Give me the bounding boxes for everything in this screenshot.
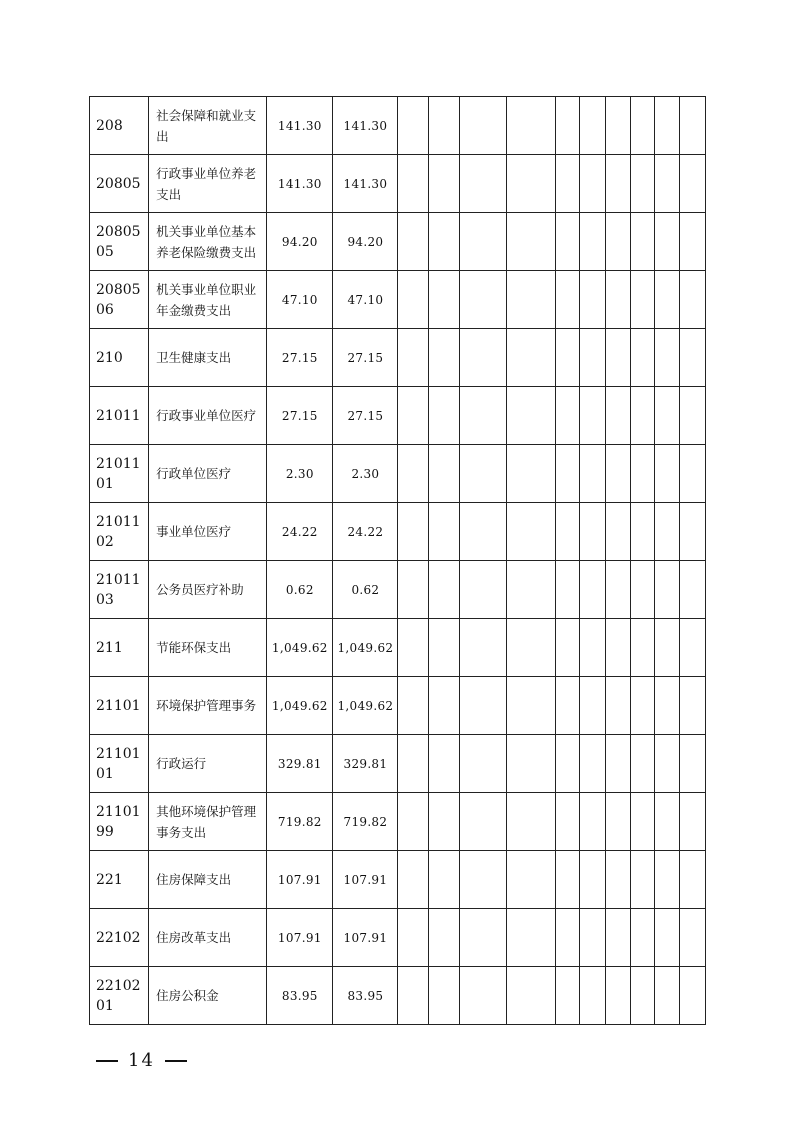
- empty-amount-cell: [630, 387, 654, 445]
- empty-amount-cell: [428, 97, 459, 155]
- subject-code-cell: 211: [90, 619, 149, 677]
- empty-amount-cell: [579, 503, 605, 561]
- empty-amount-cell: [679, 677, 705, 735]
- empty-amount-cell: [398, 793, 428, 851]
- empty-amount-cell: [506, 97, 555, 155]
- basic-amount-cell: 27.15: [333, 387, 398, 445]
- table-row: [90, 735, 706, 793]
- empty-amount-cell: [398, 561, 428, 619]
- empty-amount-cell: [605, 735, 630, 793]
- total-amount-cell: 141.30: [267, 155, 333, 213]
- empty-amount-cell: [428, 735, 459, 793]
- empty-amount-cell: [605, 909, 630, 967]
- basic-amount-cell: 47.10: [333, 271, 398, 329]
- total-amount-cell: 27.15: [267, 329, 333, 387]
- empty-amount-cell: [506, 735, 555, 793]
- subject-name-cell: 环境保护管理事务: [149, 677, 267, 735]
- total-amount-cell: 107.91: [267, 851, 333, 909]
- table-row: [90, 329, 706, 387]
- subject-name-cell: 其他环境保护管理事务支出: [149, 793, 267, 851]
- empty-amount-cell: [398, 851, 428, 909]
- empty-amount-cell: [459, 329, 506, 387]
- empty-amount-cell: [630, 97, 654, 155]
- empty-amount-cell: [605, 271, 630, 329]
- empty-amount-cell: [679, 909, 705, 967]
- basic-amount-cell: 141.30: [333, 97, 398, 155]
- empty-amount-cell: [428, 561, 459, 619]
- empty-amount-cell: [506, 619, 555, 677]
- empty-amount-cell: [506, 445, 555, 503]
- empty-amount-cell: [428, 213, 459, 271]
- empty-amount-cell: [579, 155, 605, 213]
- empty-amount-cell: [398, 735, 428, 793]
- empty-amount-cell: [506, 561, 555, 619]
- empty-amount-cell: [654, 155, 679, 213]
- empty-amount-cell: [579, 561, 605, 619]
- table-body: [90, 97, 706, 1025]
- empty-amount-cell: [398, 909, 428, 967]
- table-row: [90, 851, 706, 909]
- page-footer: [96, 1050, 187, 1071]
- empty-amount-cell: [579, 619, 605, 677]
- table-row: [90, 387, 706, 445]
- budget-expenditure-table: [89, 96, 706, 1025]
- subject-name-cell: 机关事业单位职业年金缴费支出: [149, 271, 267, 329]
- empty-amount-cell: [605, 329, 630, 387]
- empty-amount-cell: [605, 851, 630, 909]
- empty-amount-cell: [428, 619, 459, 677]
- empty-amount-cell: [459, 851, 506, 909]
- empty-amount-cell: [555, 387, 579, 445]
- basic-amount-cell: 107.91: [333, 851, 398, 909]
- empty-amount-cell: [428, 271, 459, 329]
- basic-amount-cell: 107.91: [333, 909, 398, 967]
- subject-name-cell: 机关事业单位基本养老保险缴费支出: [149, 213, 267, 271]
- empty-amount-cell: [654, 619, 679, 677]
- empty-amount-cell: [459, 909, 506, 967]
- empty-amount-cell: [579, 851, 605, 909]
- empty-amount-cell: [679, 561, 705, 619]
- empty-amount-cell: [630, 677, 654, 735]
- subject-name-cell: 公务员医疗补助: [149, 561, 267, 619]
- empty-amount-cell: [555, 851, 579, 909]
- basic-amount-cell: 329.81: [333, 735, 398, 793]
- subject-name-cell: 行政事业单位养老支出: [149, 155, 267, 213]
- empty-amount-cell: [459, 619, 506, 677]
- empty-amount-cell: [679, 213, 705, 271]
- empty-amount-cell: [605, 445, 630, 503]
- empty-amount-cell: [630, 735, 654, 793]
- empty-amount-cell: [679, 97, 705, 155]
- table-row: [90, 909, 706, 967]
- empty-amount-cell: [555, 967, 579, 1025]
- empty-amount-cell: [654, 387, 679, 445]
- empty-amount-cell: [428, 793, 459, 851]
- table-row: [90, 967, 706, 1025]
- empty-amount-cell: [459, 213, 506, 271]
- total-amount-cell: 329.81: [267, 735, 333, 793]
- subject-name-cell: 社会保障和就业支出: [149, 97, 267, 155]
- empty-amount-cell: [459, 967, 506, 1025]
- empty-amount-cell: [654, 445, 679, 503]
- empty-amount-cell: [679, 735, 705, 793]
- empty-amount-cell: [555, 445, 579, 503]
- empty-amount-cell: [579, 909, 605, 967]
- subject-code-cell: 2210201: [90, 967, 149, 1025]
- total-amount-cell: 719.82: [267, 793, 333, 851]
- basic-amount-cell: 1,049.62: [333, 677, 398, 735]
- total-amount-cell: 107.91: [267, 909, 333, 967]
- empty-amount-cell: [428, 387, 459, 445]
- empty-amount-cell: [506, 155, 555, 213]
- empty-amount-cell: [654, 967, 679, 1025]
- empty-amount-cell: [630, 329, 654, 387]
- basic-amount-cell: 1,049.62: [333, 619, 398, 677]
- empty-amount-cell: [579, 967, 605, 1025]
- empty-amount-cell: [579, 793, 605, 851]
- empty-amount-cell: [630, 851, 654, 909]
- empty-amount-cell: [398, 445, 428, 503]
- subject-code-cell: 2101101: [90, 445, 149, 503]
- empty-amount-cell: [630, 967, 654, 1025]
- empty-amount-cell: [506, 909, 555, 967]
- table-row: [90, 271, 706, 329]
- empty-amount-cell: [506, 851, 555, 909]
- empty-amount-cell: [506, 329, 555, 387]
- subject-code-cell: 2110199: [90, 793, 149, 851]
- empty-amount-cell: [605, 387, 630, 445]
- empty-amount-cell: [630, 445, 654, 503]
- empty-amount-cell: [679, 503, 705, 561]
- empty-amount-cell: [679, 271, 705, 329]
- empty-amount-cell: [398, 677, 428, 735]
- empty-amount-cell: [555, 561, 579, 619]
- empty-amount-cell: [679, 387, 705, 445]
- empty-amount-cell: [555, 271, 579, 329]
- empty-amount-cell: [579, 677, 605, 735]
- table-row: [90, 503, 706, 561]
- table-row: [90, 155, 706, 213]
- empty-amount-cell: [555, 155, 579, 213]
- table-row: [90, 445, 706, 503]
- empty-amount-cell: [605, 213, 630, 271]
- empty-amount-cell: [605, 503, 630, 561]
- empty-amount-cell: [605, 619, 630, 677]
- empty-amount-cell: [428, 155, 459, 213]
- total-amount-cell: 1,049.62: [267, 677, 333, 735]
- empty-amount-cell: [555, 213, 579, 271]
- table-row: [90, 213, 706, 271]
- empty-amount-cell: [579, 271, 605, 329]
- empty-amount-cell: [679, 793, 705, 851]
- empty-amount-cell: [654, 503, 679, 561]
- empty-amount-cell: [506, 213, 555, 271]
- empty-amount-cell: [630, 503, 654, 561]
- total-amount-cell: 83.95: [267, 967, 333, 1025]
- total-amount-cell: 27.15: [267, 387, 333, 445]
- subject-name-cell: 行政单位医疗: [149, 445, 267, 503]
- empty-amount-cell: [679, 155, 705, 213]
- empty-amount-cell: [654, 97, 679, 155]
- empty-amount-cell: [555, 619, 579, 677]
- basic-amount-cell: 83.95: [333, 967, 398, 1025]
- subject-code-cell: 208: [90, 97, 149, 155]
- empty-amount-cell: [579, 329, 605, 387]
- empty-amount-cell: [506, 387, 555, 445]
- empty-amount-cell: [605, 967, 630, 1025]
- empty-amount-cell: [398, 155, 428, 213]
- basic-amount-cell: 24.22: [333, 503, 398, 561]
- empty-amount-cell: [630, 619, 654, 677]
- subject-name-cell: 行政运行: [149, 735, 267, 793]
- table-row: [90, 561, 706, 619]
- subject-code-cell: 2101102: [90, 503, 149, 561]
- empty-amount-cell: [459, 155, 506, 213]
- empty-amount-cell: [459, 271, 506, 329]
- empty-amount-cell: [459, 387, 506, 445]
- empty-amount-cell: [506, 677, 555, 735]
- empty-amount-cell: [579, 213, 605, 271]
- empty-amount-cell: [630, 561, 654, 619]
- table-row: [90, 619, 706, 677]
- empty-amount-cell: [654, 909, 679, 967]
- page-number: 14: [128, 1050, 155, 1071]
- subject-code-cell: 21101: [90, 677, 149, 735]
- footer-dash-left: [96, 1060, 118, 1062]
- subject-code-cell: 2080505: [90, 213, 149, 271]
- empty-amount-cell: [555, 97, 579, 155]
- empty-amount-cell: [579, 445, 605, 503]
- subject-code-cell: 221: [90, 851, 149, 909]
- empty-amount-cell: [679, 619, 705, 677]
- basic-amount-cell: 27.15: [333, 329, 398, 387]
- empty-amount-cell: [459, 445, 506, 503]
- empty-amount-cell: [605, 155, 630, 213]
- subject-code-cell: 2110101: [90, 735, 149, 793]
- basic-amount-cell: 2.30: [333, 445, 398, 503]
- total-amount-cell: 0.62: [267, 561, 333, 619]
- empty-amount-cell: [428, 967, 459, 1025]
- subject-name-cell: 住房公积金: [149, 967, 267, 1025]
- table-row: [90, 97, 706, 155]
- subject-name-cell: 节能环保支出: [149, 619, 267, 677]
- empty-amount-cell: [579, 735, 605, 793]
- basic-amount-cell: 141.30: [333, 155, 398, 213]
- subject-code-cell: 2080506: [90, 271, 149, 329]
- total-amount-cell: 94.20: [267, 213, 333, 271]
- empty-amount-cell: [605, 677, 630, 735]
- table-row: [90, 793, 706, 851]
- subject-code-cell: 20805: [90, 155, 149, 213]
- empty-amount-cell: [630, 213, 654, 271]
- empty-amount-cell: [654, 561, 679, 619]
- empty-amount-cell: [428, 909, 459, 967]
- empty-amount-cell: [654, 213, 679, 271]
- empty-amount-cell: [459, 97, 506, 155]
- total-amount-cell: 47.10: [267, 271, 333, 329]
- empty-amount-cell: [605, 561, 630, 619]
- empty-amount-cell: [555, 735, 579, 793]
- subject-code-cell: 2101103: [90, 561, 149, 619]
- empty-amount-cell: [654, 851, 679, 909]
- empty-amount-cell: [605, 793, 630, 851]
- subject-code-cell: 22102: [90, 909, 149, 967]
- empty-amount-cell: [630, 271, 654, 329]
- empty-amount-cell: [506, 967, 555, 1025]
- empty-amount-cell: [428, 329, 459, 387]
- empty-amount-cell: [555, 329, 579, 387]
- empty-amount-cell: [555, 677, 579, 735]
- empty-amount-cell: [630, 155, 654, 213]
- empty-amount-cell: [555, 503, 579, 561]
- empty-amount-cell: [428, 445, 459, 503]
- table-row: [90, 677, 706, 735]
- footer-dash-right: [165, 1060, 187, 1062]
- subject-code-cell: 21011: [90, 387, 149, 445]
- empty-amount-cell: [630, 909, 654, 967]
- empty-amount-cell: [428, 503, 459, 561]
- empty-amount-cell: [679, 445, 705, 503]
- empty-amount-cell: [506, 271, 555, 329]
- subject-name-cell: 住房改革支出: [149, 909, 267, 967]
- subject-name-cell: 事业单位医疗: [149, 503, 267, 561]
- empty-amount-cell: [398, 619, 428, 677]
- empty-amount-cell: [428, 851, 459, 909]
- empty-amount-cell: [654, 793, 679, 851]
- basic-amount-cell: 94.20: [333, 213, 398, 271]
- total-amount-cell: 1,049.62: [267, 619, 333, 677]
- empty-amount-cell: [506, 793, 555, 851]
- empty-amount-cell: [630, 793, 654, 851]
- empty-amount-cell: [459, 735, 506, 793]
- empty-amount-cell: [398, 329, 428, 387]
- empty-amount-cell: [428, 677, 459, 735]
- total-amount-cell: 24.22: [267, 503, 333, 561]
- subject-name-cell: 行政事业单位医疗: [149, 387, 267, 445]
- empty-amount-cell: [459, 793, 506, 851]
- empty-amount-cell: [506, 503, 555, 561]
- total-amount-cell: 2.30: [267, 445, 333, 503]
- empty-amount-cell: [459, 677, 506, 735]
- subject-name-cell: 卫生健康支出: [149, 329, 267, 387]
- subject-name-cell: 住房保障支出: [149, 851, 267, 909]
- empty-amount-cell: [679, 329, 705, 387]
- empty-amount-cell: [654, 735, 679, 793]
- empty-amount-cell: [555, 793, 579, 851]
- empty-amount-cell: [654, 677, 679, 735]
- empty-amount-cell: [654, 329, 679, 387]
- empty-amount-cell: [459, 561, 506, 619]
- empty-amount-cell: [398, 213, 428, 271]
- basic-amount-cell: 0.62: [333, 561, 398, 619]
- empty-amount-cell: [654, 271, 679, 329]
- empty-amount-cell: [459, 503, 506, 561]
- empty-amount-cell: [398, 271, 428, 329]
- empty-amount-cell: [605, 97, 630, 155]
- empty-amount-cell: [398, 387, 428, 445]
- total-amount-cell: 141.30: [267, 97, 333, 155]
- basic-amount-cell: 719.82: [333, 793, 398, 851]
- empty-amount-cell: [398, 967, 428, 1025]
- empty-amount-cell: [679, 967, 705, 1025]
- empty-amount-cell: [398, 503, 428, 561]
- empty-amount-cell: [398, 97, 428, 155]
- subject-code-cell: 210: [90, 329, 149, 387]
- empty-amount-cell: [679, 851, 705, 909]
- empty-amount-cell: [579, 387, 605, 445]
- empty-amount-cell: [579, 97, 605, 155]
- empty-amount-cell: [555, 909, 579, 967]
